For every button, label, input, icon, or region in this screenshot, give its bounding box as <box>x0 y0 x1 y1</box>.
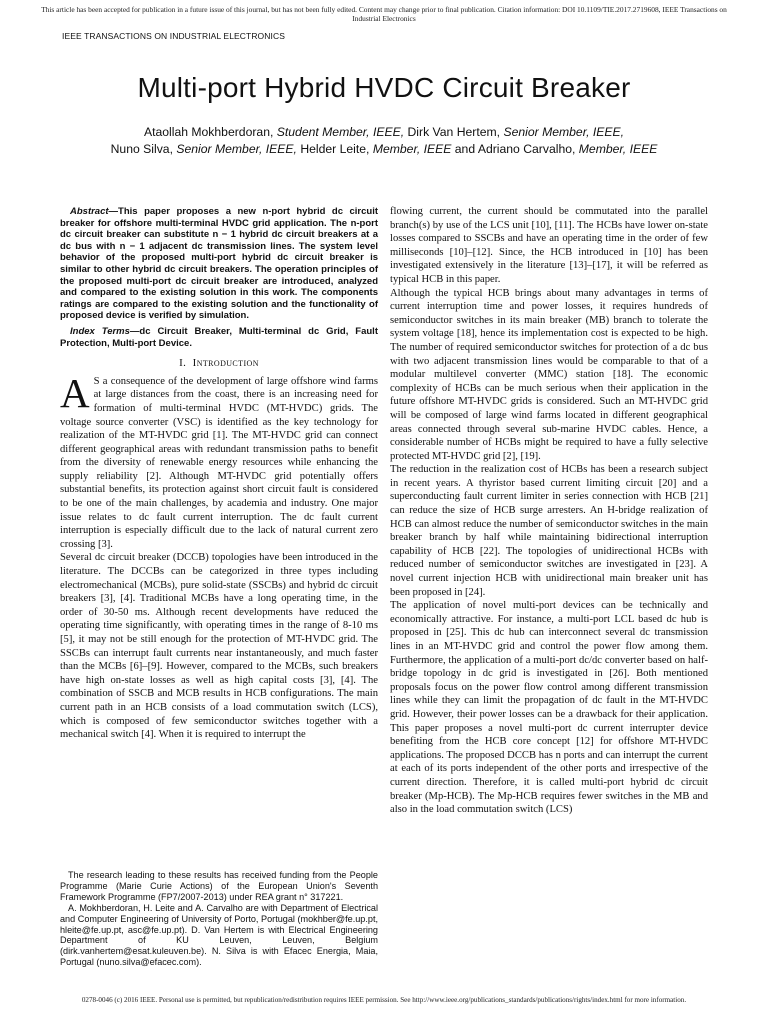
section-title: Introduction <box>192 357 259 370</box>
author-name: Helder Leite, <box>300 142 370 156</box>
author-role: Member, IEEE <box>372 142 452 156</box>
footnotes <box>60 870 378 968</box>
author-name: Ataollah Mokhberdoran, <box>143 125 274 139</box>
author-role: Senior Member, IEEE, <box>176 142 297 156</box>
paragraph-text: S a consequence of the development of large offshore wind farms at large distances from the coast, there is an increasing need for formation of multi-terminal HVDC (MT-HVDC) grids. The voltage source converter (VSC) is identified as the key technology for realization of the MT-HVDC grid [1]. The MT-HVDC grid can connect different geographical areas with redundant transmission paths to benefit from the diversity of renewable energy resources while enhancing the supply reliability [2]. Although MT-HVDC grid potentially offers substantial benefits, its protection against short circuit fault is considered to be one of the main challenges, by academia and industry. One major issue relates to dc fault current interruption. The dc fault current interruption is especially difficult due to the lack of natural current zero crossing [3]. <box>60 375 378 550</box>
author-name: Nuno Silva, <box>110 142 173 156</box>
journal-header: IEEE TRANSACTIONS ON INDUSTRIAL ELECTRONICS <box>62 31 285 41</box>
funding-footnote: The research leading to these results has received funding from the People Programme (Marie Curie Actions) of the European Union's Seventh Framework Programme (FP7/2007-2013) under REA grant n° 317221. <box>60 870 378 902</box>
body-paragraph: The reduction in the realization cost of HCBs has been a research subject in recent years. A thyristor based current limiting circuit [20] and a superconducting fault current limiter in series connection with HCB [21] can reduce the size of HCB surge arresters. An H-bridge realization of HCB can almost reduce the number of semiconductor switches in the main breaker branch by half while maintaining bidirectional interruption capability of HCB [22]. The topologies of unidirectional HCBs with reduced number of semiconductor switches are investigated in [23]. A novel current injection HCB with unidirectional main breaker unit has been proposed in [24]. <box>390 464 708 598</box>
author-name: and Adriano Carvalho, <box>454 142 576 156</box>
body-paragraph <box>60 369 378 552</box>
abstract-label: Abstract <box>70 206 109 217</box>
index-terms-text: —dc Circuit Breaker, Multi-terminal dc Grid, Fault Protection, Multi-port Device. <box>60 325 378 349</box>
author-role: Senior Member, IEEE, <box>503 125 625 139</box>
body-paragraph: The application of novel multi-port devices can be technically and economically attractive. For instance, a multi-port LCL based dc hub is proposed in [25]. This dc hub can interconnect several dc transmission lines in an MT-HVDC grid and control the power flow among them. Furthermore, the application of a multi-port dc/dc converter based on half-bridge topology in dc grid is investigated in [26]. Both mentioned proposals focus on the power flow control among different transmission lines while they can limit the propagation of dc fault in the MT-HVDC grid. However, their power losses can be a drawback for their application. This paper proposes a novel multi-port dc current interrupter device benefiting from the HCB core concept [12] for offshore MT-HVDC applications. The proposed DCCB has n ports and can interrupt the current at each of its ports independent of the other ports and irrespective of the current direction. Therefore, it is called multi-port hybrid dc circuit breaker (Mp-HCB). The Mp-HCB requires fewer switches in the MB and also in the load commutation switch (LCS) <box>390 600 708 816</box>
right-column <box>390 205 708 817</box>
body-paragraph: Several dc circuit breaker (DCCB) topologies have been introduced in the literature. The DCCBs can be categorized in three types including electromechanical (MCBs), pure solid-state (SSCBs) and hybrid dc circuit breakers [3], [4]. Traditional MCBs have a long operating time, in the order of 30-50 ms. Although recent developments have reduced the operating time significantly, with operating times in the range of 8-10 ms [5], it may not be still enough for the protection of MT-HVDC grid. The SSCBs can interrupt fault currents near instantaneously, and much faster than the MCBs [6]–[9]. However, compared to the MCBs, such breakers have high on-state losses as well as high capital costs [3], [4]. The combination of SSCB and MCB results in HCB configurations. The main current path in an HCB consists of a load commutation switch (LCS), which is composed of few semiconductor switches together with a mechanical switch [4]. When it is required to interrupt the <box>60 552 378 741</box>
index-terms-label: Index Terms <box>70 325 130 337</box>
publication-notice: This article has been accepted for publication in a future issue of this journal, but has not been fully edited. Content may change prior to final publication. Citation information: DOI 10.1109/TIE.2017.2719608, IEEE Transactions on Industrial Electronics <box>41 5 727 23</box>
copyright-notice: 0278-0046 (c) 2016 IEEE. Personal use is permitted, but republication/redistribution requires IEEE permission. See http://www.ieee.org/publications_standards/publications/rights/index.html for more information. <box>81 996 687 1004</box>
author-list <box>40 124 728 158</box>
section-number: I. <box>179 357 187 370</box>
section-heading <box>60 357 378 371</box>
author-name: Dirk Van Hertem, <box>407 125 501 139</box>
paper-title: Multi-port Hybrid HVDC Circuit Breaker <box>137 72 631 103</box>
author-role: Student Member, IEEE, <box>276 125 405 139</box>
body-paragraph: flowing current, the current should be commutated into the parallel branch(s) by use of the LCS unit [10], [11]. The HCBs have lower on-state losses compared to SSCBs and have an operating time in the order of few milliseconds [10]–[12]. Since, the HCB introduced in [10] has been investigated extensively in the literature [13]–[17], it will be referred as typical HCB in this paper. <box>390 206 708 285</box>
index-terms <box>60 326 378 349</box>
abstract-text: —This paper proposes a new n-port hybrid dc circuit breaker for offshore multi-terminal HVDC grid application. The n-port dc circuit breaker can substitute n − 1 hybrid dc circuit breakers at a dc bus with n − 1 adjacent dc transmission lines. The system level behavior of the proposed multi-port hybrid dc circuit breaker is similar to other hybrid dc circuit breakers. The operation principles of the proposed multi-port dc circuit breaker are introduced, analyzed and compared to the existing solution in this work. The components ratings are compared to the existing solution and the functionality of proposed device is verified by simulation. <box>60 206 378 322</box>
left-column <box>60 206 378 742</box>
affiliation-footnote: A. Mokhberdoran, H. Leite and A. Carvalho are with Department of Electrical and Computer Engineering of University of Porto, Portugal (mokhber@fe.up.pt, hleite@fe.up.pt, asc@fe.up.pt). D. Van Hertem is with Electrical Engineering Department of KU Leuven, Leuven, Belgium (dirk.vanhertem@esat.kuleuven.be). N. Silva is with Efacec Energia, Maia, Portugal (nuno.silva@efacec.com). <box>60 902 378 968</box>
drop-cap: A <box>60 369 90 416</box>
author-role: Member, IEEE <box>578 142 658 156</box>
abstract <box>60 206 378 322</box>
body-paragraph: Although the typical HCB brings about many advantages in terms of current interruption time and power losses, it requires hundreds of semiconductor switches in its main breaker (MB) branch to tolerate the system voltage [18], hence its implementation cost is expected to be high. The number of required semiconductor switches for protection of a dc bus with two adjacent transmission lines would be comparable to that of a modular multilevel converter (MMC) station [18]. The economic complexity of HCBs can be much serious when their application in the future offshore MT-HVDC grids is considered. Such an MT-HVDC grid will be composed of large wind farms located in different geographical areas connected through several sub-marine HVDC cables. Hence, a considerable number of HCBs might be required to have a fully selective protected MT-HVDC grid [2], [19]. <box>390 287 708 462</box>
